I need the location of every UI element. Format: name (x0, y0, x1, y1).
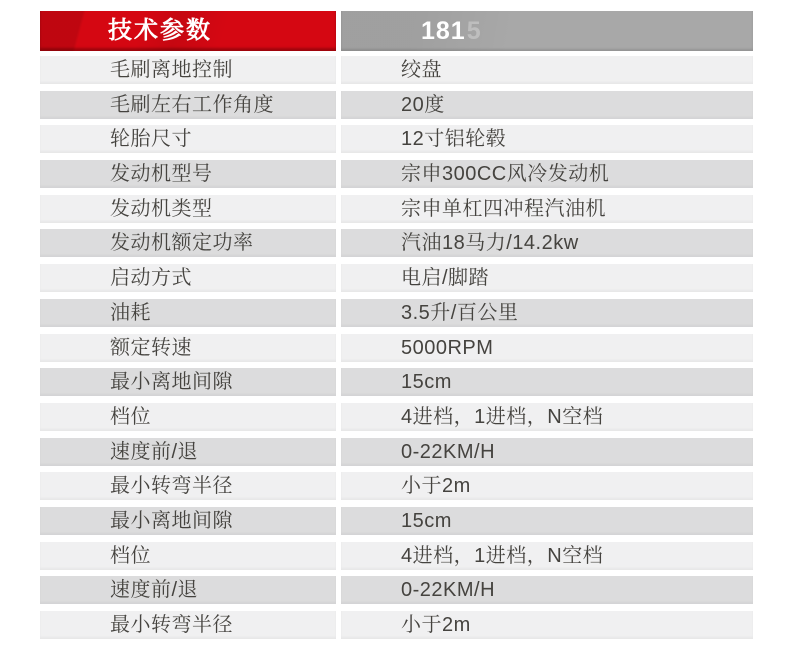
spec-label-cell (40, 611, 336, 639)
spec-row (40, 611, 753, 639)
spec-row (40, 91, 753, 119)
spec-label: 油耗 (110, 301, 151, 324)
spec-header-title-cell (40, 11, 336, 51)
spec-value-cell (341, 91, 753, 119)
spec-row (40, 56, 753, 84)
spec-label-cell (40, 368, 336, 396)
spec-row (40, 576, 753, 604)
spec-label: 最小离地间隙 (110, 371, 233, 394)
spec-label-cell (40, 91, 336, 119)
spec-label: 毛刷左右工作角度 (110, 93, 274, 116)
spec-label-cell (40, 56, 336, 84)
spec-row (40, 125, 753, 153)
spec-label: 最小转弯半径 (110, 614, 233, 636)
spec-label-cell (40, 160, 336, 188)
spec-label-cell (40, 299, 336, 327)
spec-row (40, 542, 753, 570)
spec-value: 4进档，1进档，N空档 (401, 544, 604, 567)
spec-label: 发动机类型 (110, 197, 213, 220)
spec-label-cell (40, 576, 336, 604)
spec-value: 15cm (401, 371, 452, 394)
spec-content (40, 11, 753, 646)
spec-label-cell (40, 507, 336, 535)
spec-value: 汽油18马力/14.2kw (401, 232, 579, 255)
spec-value-cell (341, 299, 753, 327)
spec-value-cell (341, 368, 753, 396)
spec-label: 毛刷离地控制 (110, 59, 233, 81)
spec-label: 速度前/退 (110, 579, 199, 602)
spec-label-cell (40, 264, 336, 292)
spec-label-cell (40, 229, 336, 257)
spec-rows (40, 56, 753, 639)
spec-label: 档位 (110, 544, 151, 567)
spec-value-cell (341, 125, 753, 153)
spec-label-cell (40, 403, 336, 431)
spec-value-cell (341, 472, 753, 500)
spec-value-cell (341, 507, 753, 535)
model-number: 181 (421, 16, 466, 45)
spec-label: 最小离地间隙 (110, 509, 233, 532)
spec-value: 0-22KM/H (401, 440, 496, 463)
spec-value: 4进档，1进档，N空档 (401, 405, 604, 428)
spec-label: 档位 (110, 405, 151, 428)
spec-value-cell (341, 542, 753, 570)
spec-label: 发动机型号 (110, 163, 213, 186)
spec-label: 启动方式 (110, 267, 192, 290)
spec-row (40, 299, 753, 327)
spec-row (40, 507, 753, 535)
spec-value: 12寸铝轮毂 (401, 128, 507, 151)
spec-value: 绞盘 (401, 59, 442, 81)
spec-label-cell (40, 334, 336, 362)
spec-row (40, 368, 753, 396)
spec-label-cell (40, 542, 336, 570)
spec-value-cell (341, 403, 753, 431)
model-ghost-digit: 5 (466, 16, 481, 45)
spec-row (40, 195, 753, 223)
spec-value-cell (341, 195, 753, 223)
spec-label-cell (40, 195, 336, 223)
spec-row (40, 229, 753, 257)
spec-row (40, 438, 753, 466)
spec-value: 小于2m (401, 475, 471, 498)
spec-value: 15cm (401, 509, 452, 532)
spec-row (40, 160, 753, 188)
spec-label-cell (40, 438, 336, 466)
spec-label-cell (40, 125, 336, 153)
spec-value-cell (341, 334, 753, 362)
spec-value-cell (341, 576, 753, 604)
spec-label: 轮胎尺寸 (110, 128, 192, 151)
spec-row (40, 472, 753, 500)
spec-label: 速度前/退 (110, 440, 199, 463)
spec-value-cell (341, 56, 753, 84)
spec-row (40, 264, 753, 292)
spec-row (40, 334, 753, 362)
spec-value: 小于2m (401, 614, 471, 636)
spec-row (40, 403, 753, 431)
spec-value-cell (341, 611, 753, 639)
spec-value-cell (341, 229, 753, 257)
spec-value-cell (341, 160, 753, 188)
spec-header-title: 技术参数 (108, 17, 212, 44)
spec-value: 宗申300CC风冷发动机 (401, 163, 610, 186)
spec-value-cell (341, 264, 753, 292)
spec-value: 电启/脚踏 (401, 267, 490, 290)
spec-value: 5000RPM (401, 336, 494, 359)
model-header-cell (341, 11, 753, 51)
spec-value: 20度 (401, 93, 445, 116)
spec-label: 发动机额定功率 (110, 232, 254, 255)
spec-header (40, 11, 753, 51)
spec-label: 额定转速 (110, 336, 192, 359)
spec-label-cell (40, 472, 336, 500)
spec-value: 0-22KM/H (401, 579, 496, 602)
spec-label: 最小转弯半径 (110, 475, 233, 498)
spec-value-cell (341, 438, 753, 466)
spec-value: 3.5升/百公里 (401, 301, 519, 324)
spec-value: 宗申单杠四冲程汽油机 (401, 197, 606, 220)
